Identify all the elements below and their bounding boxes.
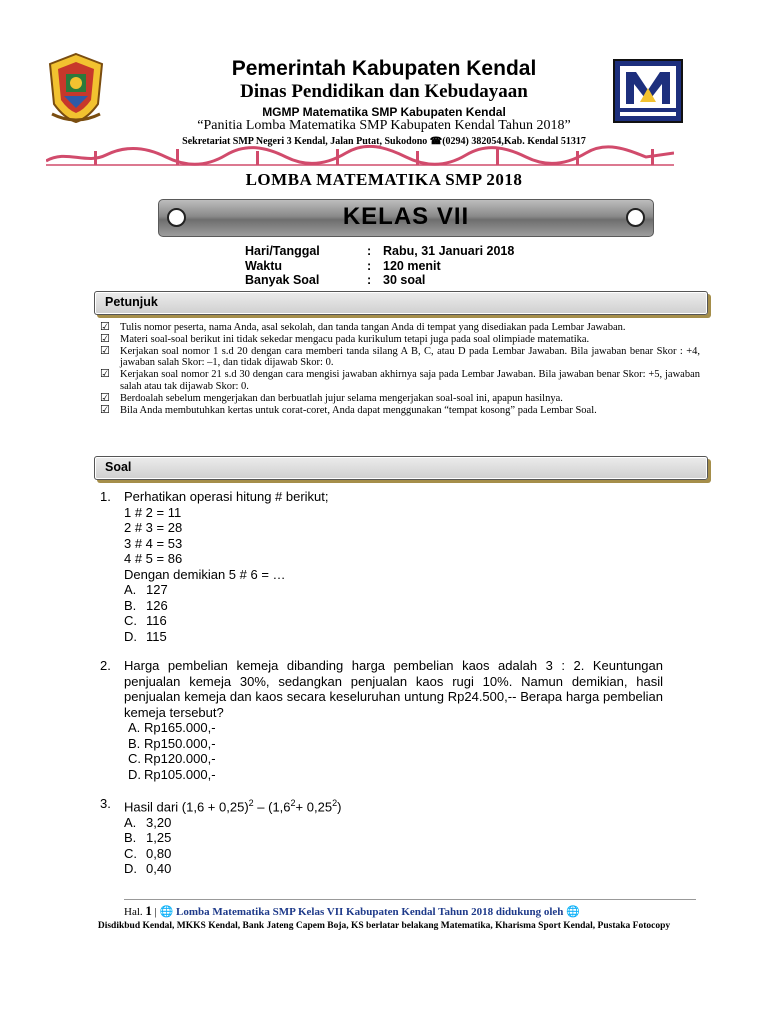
- option-letter: C.: [128, 751, 141, 766]
- sponsor-line: Lomba Matematika SMP Kelas VII Kabupaten Kendal Tahun 2018 didukung oleh: [176, 906, 564, 918]
- info-key: Banyak Soal: [245, 273, 320, 287]
- mgmp-title: MGMP Matematika SMP Kabupaten Kendal: [262, 105, 506, 119]
- info-value: Rabu, 31 Januari 2018: [383, 244, 515, 258]
- questions-list: [100, 489, 663, 891]
- answer-option: [124, 846, 663, 862]
- answer-option: [124, 830, 663, 846]
- answer-option: [124, 815, 663, 831]
- instruction-text: Kerjakan soal nomor 1 s.d 20 dengan cara memberi tanda silang A B, C, atau D pada Lembar Jawaban. Bila jawaban benar Skor : +4, jawaban salah Skor: –1, dan tidak dijawab Skor: 0.: [120, 345, 700, 369]
- instructions-list: [100, 322, 700, 416]
- info-row-time: [245, 259, 514, 274]
- question-3: [100, 796, 663, 877]
- question-2: [100, 658, 663, 782]
- option-text: Rp150.000,-: [144, 735, 216, 751]
- option-text: Rp165.000,-: [144, 720, 216, 735]
- option-text: 127: [146, 582, 168, 597]
- info-colon: :: [367, 244, 372, 258]
- page-number: 1: [145, 903, 152, 918]
- instruction-text: Tulis nomor peserta, nama Anda, asal sekolah, dan tanda tangan Anda di tempat yang disediakan pada Lembar Jawaban.: [120, 322, 626, 333]
- contest-title: LOMBA MATEMATIKA SMP 2018: [245, 170, 523, 189]
- footer-divider: [124, 899, 696, 900]
- globe-icon: 🌐: [159, 906, 174, 918]
- instruction-item: [100, 369, 700, 393]
- ring-right-icon: [626, 208, 645, 227]
- option-letter: B.: [124, 597, 137, 613]
- info-key: Hari/Tanggal: [245, 244, 320, 258]
- answer-option: [124, 767, 663, 783]
- option-letter: B.: [124, 830, 137, 846]
- option-letter: D.: [124, 861, 137, 877]
- answer-option: [124, 613, 663, 629]
- checkbox-icon: ☑: [100, 368, 110, 381]
- option-letter: D.: [128, 766, 141, 782]
- instruction-text: Bila Anda membutuhkan kertas untuk corat-coret, Anda dapat menggunakan “tempat kosong” pada Lembar Soal.: [120, 404, 597, 416]
- info-row-date: [245, 244, 514, 259]
- option-text: Rp105.000,-: [144, 766, 216, 782]
- globe-icon: 🌐: [566, 906, 580, 918]
- option-text: Rp120.000,-: [144, 751, 216, 766]
- instruction-text: Kerjakan soal nomor 21 s.d 30 dengan cara mengisi jawaban akhirnya saja pada Lembar Jawaban. Bila jawaban benar Skor: +5, jawaban salah atau tak dijawab Skor: 0.: [120, 369, 700, 392]
- answer-option: [124, 861, 663, 877]
- info-colon: :: [367, 258, 372, 273]
- instruction-item: [100, 322, 700, 334]
- option-text: 3,20: [146, 814, 172, 830]
- option-letter: C.: [124, 845, 137, 861]
- instruction-item: [100, 346, 700, 370]
- sponsor-list: Disdikbud Kendal, MKKS Kendal, Bank Jateng Capem Boja, KS berlatar belakang Matematika, Kharisma Sport Kendal, Pustaka Fotocopy: [97, 921, 671, 931]
- question-number: 3.: [100, 796, 111, 811]
- option-text: 126: [146, 597, 168, 613]
- info-value: 30 soal: [383, 273, 426, 287]
- exam-info: [245, 244, 514, 288]
- info-value: 120 menit: [383, 258, 441, 273]
- page-prefix: Hal.: [124, 906, 143, 918]
- answer-option: [124, 629, 663, 645]
- checkbox-icon: ☑: [100, 344, 110, 357]
- instructions-title: Petunjuk: [105, 295, 158, 309]
- question-text: Hasil dari $(1,6 + 0,25)^2 - (1,6^2+ 0,25^2)$: [124, 798, 342, 815]
- instruction-item: [100, 334, 700, 346]
- answer-option: [124, 751, 663, 767]
- secretariat-address: Sekretariat SMP Negeri 3 Kendal, Jalan Putat, Sukodono ☎(0294) 382054,Kab. Kendal 51317: [182, 136, 586, 147]
- option-letter: A.: [124, 814, 137, 830]
- option-letter: D.: [124, 628, 137, 644]
- option-letter: A.: [124, 582, 137, 597]
- option-letter: A.: [128, 720, 141, 735]
- option-text: 1,25: [146, 830, 172, 846]
- checkbox-icon: ☑: [100, 332, 110, 345]
- info-colon: :: [367, 273, 372, 287]
- info-key: Waktu: [245, 258, 283, 273]
- answer-option: [124, 720, 663, 736]
- checkbox-icon: ☑: [100, 321, 110, 333]
- instruction-item: [100, 393, 700, 405]
- decorative-ornament: [46, 145, 674, 167]
- option-text: 0,40: [146, 861, 172, 877]
- class-label: KELAS VII: [342, 203, 470, 230]
- question-line: 3 # 4 = 53: [124, 535, 183, 551]
- option-text: 0,80: [146, 845, 172, 861]
- class-banner: [158, 199, 654, 237]
- question-number: 2.: [100, 658, 111, 673]
- option-letter: B.: [128, 735, 141, 751]
- committee-title: “Panitia Lomba Matematika SMP Kabupaten Kendal Tahun 2018”: [197, 118, 571, 133]
- checkbox-icon: ☑: [100, 403, 110, 416]
- answer-option: [124, 598, 663, 614]
- option-letter: C.: [124, 613, 137, 628]
- instruction-text: Materi soal-soal berikut ini tidak sekedar mengacu pada kurikulum tetapi juga pada soal olimpiade matematika.: [120, 333, 590, 345]
- government-title: Pemerintah Kabupaten Kendal: [231, 57, 537, 80]
- question-line: 2 # 3 = 28: [124, 520, 183, 535]
- checkbox-icon: ☑: [100, 391, 110, 404]
- question-1: [100, 489, 663, 644]
- question-line: Perhatikan operasi hitung # berikut;: [124, 489, 329, 504]
- question-text: Harga pembelian kemeja dibanding harga pembelian kaos adalah 3 : 2. Keuntungan penjualan kemeja 30%, sedangkan penjualan kaos rugi 10%. Namun demikian, hasil penjualan kemeja dan kaos secara keseluruhan untung Rp24.500,-- Berapa harga pembelian kemeja tersebut?: [124, 658, 663, 720]
- instructions-header: [94, 291, 708, 315]
- option-text: 116: [146, 613, 167, 628]
- option-text: 115: [146, 628, 167, 644]
- question-line: Dengan demikian 5 # 6 = …: [124, 566, 286, 582]
- info-row-count: [245, 273, 514, 288]
- answer-option: [124, 582, 663, 598]
- question-line: 4 # 5 = 86: [124, 551, 183, 566]
- question-line: 1 # 2 = 11: [124, 504, 182, 520]
- questions-title: Soal: [105, 460, 132, 474]
- question-number: 1.: [100, 489, 111, 504]
- instruction-text: Berdoalah sebelum mengerjakan dan berbuatlah jujur selama mengerjakan soal-soal ini, apapun hasilnya.: [120, 392, 563, 404]
- questions-header: [94, 456, 708, 480]
- answer-option: [124, 736, 663, 752]
- footer-sponsor-line: [124, 903, 694, 919]
- department-title: Dinas Pendidikan dan Kebudayaan: [240, 81, 528, 102]
- page-separator: |: [154, 906, 157, 918]
- instruction-item: [100, 405, 700, 417]
